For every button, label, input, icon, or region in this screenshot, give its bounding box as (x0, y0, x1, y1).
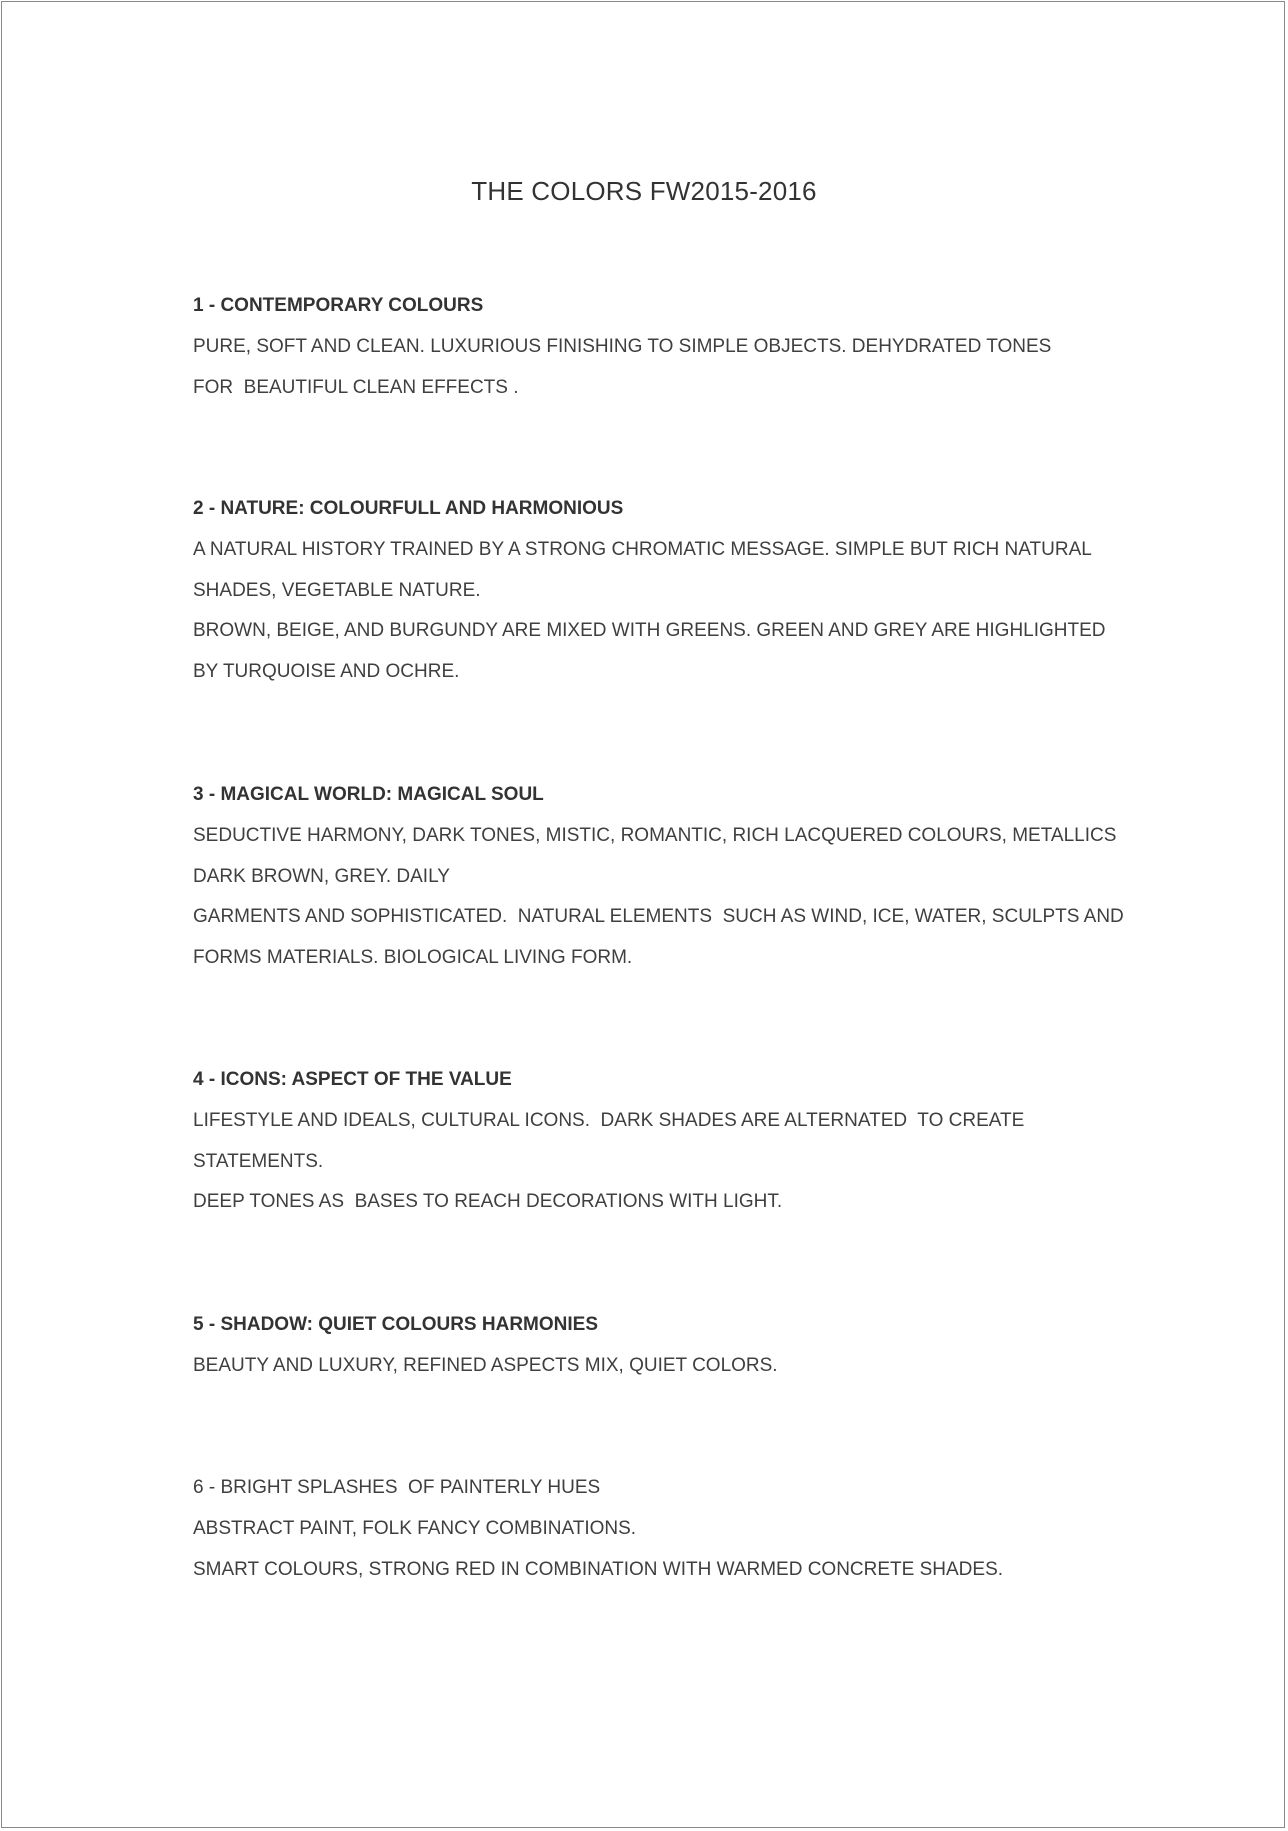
section-text-line: A NATURAL HISTORY TRAINED BY A STRONG CHROMATIC MESSAGE. SIMPLE BUT RICH NATURAL (193, 538, 1092, 560)
section-text-line: SMART COLOURS, STRONG RED IN COMBINATION WITH WARMED CONCRETE SHADES. (193, 1558, 1004, 1580)
section-text-line: FOR BEAUTIFUL CLEAN EFFECTS . (193, 376, 519, 398)
section-text-line: PURE, SOFT AND CLEAN. LUXURIOUS FINISHING TO SIMPLE OBJECTS. DEHYDRATED TONES (193, 335, 1052, 357)
section-text-line: GARMENTS AND SOPHISTICATED. NATURAL ELEMENTS SUCH AS WIND, ICE, WATER, SCULPTS AND (193, 906, 1124, 928)
section-heading: 3 - MAGICAL WORLD: MAGICAL SOUL (193, 784, 544, 805)
section-icons (193, 1060, 1193, 1223)
section-heading: 5 - SHADOW: QUIET COLOURS HARMONIES (193, 1314, 598, 1335)
section-nature (193, 489, 1193, 693)
section-text-line: BY TURQUOISE AND OCHRE. (193, 661, 460, 683)
section-heading: 4 - ICONS: ASPECT OF THE VALUE (193, 1069, 512, 1090)
section-contemporary-colours (193, 286, 1193, 408)
section-text-line: ABSTRACT PAINT, FOLK FANCY COMBINATIONS. (193, 1517, 637, 1539)
section-text-line: SEDUCTIVE HARMONY, DARK TONES, MISTIC, ROMANTIC, RICH LACQUERED COLOURS, METALLICS (193, 824, 1117, 846)
section-heading: 1 - CONTEMPORARY COLOURS (193, 295, 484, 316)
section-text-line: FORMS MATERIALS. BIOLOGICAL LIVING FORM. (193, 947, 633, 969)
section-heading: 2 - NATURE: COLOURFULL AND HARMONIOUS (193, 498, 624, 519)
section-heading: 6 - BRIGHT SPLASHES OF PAINTERLY HUES (193, 1477, 601, 1498)
document-title: THE COLORS FW2015-2016 (471, 176, 817, 206)
section-magical-world (193, 775, 1193, 979)
section-text-line: SHADES, VEGETABLE NATURE. (193, 579, 481, 601)
section-text-line: LIFESTYLE AND IDEALS, CULTURAL ICONS. DARK SHADES ARE ALTERNATED TO CREATE (193, 1109, 1025, 1131)
section-text-line: BROWN, BEIGE, AND BURGUNDY ARE MIXED WITH GREENS. GREEN AND GREY ARE HIGHLIGHTED (193, 620, 1106, 642)
section-text-line: STATEMENTS. (193, 1150, 324, 1172)
section-text-line: DEEP TONES AS BASES TO REACH DECORATIONS WITH LIGHT. (193, 1191, 783, 1213)
section-text-line: BEAUTY AND LUXURY, REFINED ASPECTS MIX, QUIET COLORS. (193, 1354, 778, 1376)
section-shadow (193, 1305, 1193, 1387)
section-text-line: DARK BROWN, GREY. DAILY (193, 865, 450, 887)
section-bright-splashes (193, 1468, 1193, 1590)
